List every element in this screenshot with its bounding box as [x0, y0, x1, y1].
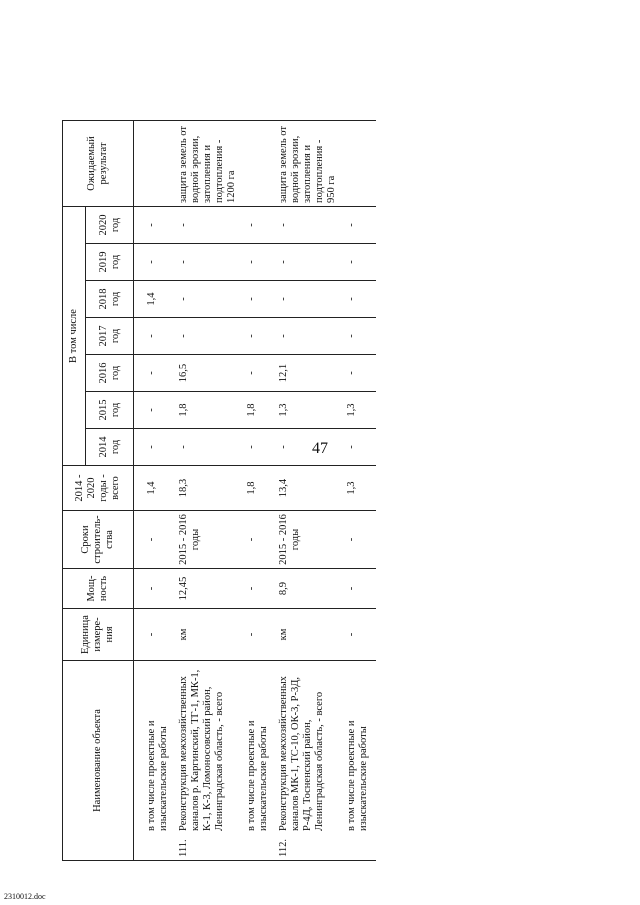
name-cell — [344, 661, 376, 861]
terms-cell: - — [344, 511, 376, 569]
year-cell: - — [176, 281, 244, 318]
capacity-cell: 8,9 — [276, 569, 344, 609]
year-cell: - — [344, 429, 376, 466]
year-cell: - — [244, 355, 276, 392]
year-cell: - — [344, 207, 376, 244]
year-cell: - — [244, 207, 276, 244]
header-including: В том числе — [63, 207, 86, 466]
header-year: 2015 год — [86, 392, 134, 429]
year-cell: - — [276, 429, 344, 466]
terms-cell: - — [244, 511, 276, 569]
row-name: в том числе проектные и изыскательские работы — [146, 720, 169, 831]
year-cell: 12,1 — [276, 355, 344, 392]
result-cell — [244, 121, 276, 207]
header-year: 2017 год — [86, 318, 134, 355]
page-number: 47 — [312, 440, 328, 457]
capacity-cell: 12,45 — [176, 569, 244, 609]
terms-cell: - — [134, 511, 177, 569]
unit-cell: км — [276, 609, 344, 661]
row-number — [146, 831, 170, 857]
name-cell — [134, 661, 177, 861]
header-year: 2020 год — [86, 207, 134, 244]
year-cell: - — [176, 318, 244, 355]
capacity-cell: - — [134, 569, 177, 609]
capacity-cell: - — [244, 569, 276, 609]
header-year: 2018 год — [86, 281, 134, 318]
row-number — [246, 831, 270, 857]
name-cell — [276, 661, 344, 861]
terms-cell: 2015 - 2016 годы — [176, 511, 244, 569]
table-row — [244, 121, 276, 861]
total-cell: 18,3 — [176, 466, 244, 511]
header-year: 2014 год — [86, 429, 134, 466]
year-cell: - — [134, 355, 177, 392]
year-cell: - — [134, 429, 177, 466]
result-cell — [344, 121, 376, 207]
year-cell: - — [176, 244, 244, 281]
unit-cell: - — [134, 609, 177, 661]
year-cell: - — [344, 355, 376, 392]
year-cell: - — [176, 429, 244, 466]
year-cell: - — [244, 429, 276, 466]
year-cell: - — [134, 207, 177, 244]
total-cell: 1,4 — [134, 466, 177, 511]
row-number: 112. — [278, 839, 289, 857]
year-cell: - — [244, 281, 276, 318]
row-name: в том числе проектные и изыскательские работы — [246, 720, 269, 831]
row-number: 111. — [178, 839, 189, 857]
header-year: 2019 год — [86, 244, 134, 281]
header-name: Наименование объекта — [63, 661, 134, 861]
year-cell: 1,3 — [344, 392, 376, 429]
row-number — [346, 831, 370, 857]
table-row — [176, 121, 244, 861]
header-total: 2014 - 2020 годы - всего — [63, 466, 134, 511]
year-cell: - — [244, 318, 276, 355]
year-cell: 1,3 — [276, 392, 344, 429]
table-row — [134, 121, 177, 861]
terms-cell: 2015 - 2016 годы — [276, 511, 344, 569]
year-cell: - — [176, 207, 244, 244]
total-cell: 1,3 — [344, 466, 376, 511]
capacity-cell: - — [344, 569, 376, 609]
year-cell: - — [344, 318, 376, 355]
year-cell: 1,8 — [176, 392, 244, 429]
header-terms: Сроки строитель-ства — [63, 511, 134, 569]
header-year: 2016 год — [86, 355, 134, 392]
file-name-footer: 2310012.doc — [4, 892, 46, 901]
header-capacity: Мощ-ность — [63, 569, 134, 609]
year-cell: - — [344, 244, 376, 281]
year-cell: - — [344, 281, 376, 318]
total-cell: 13,4 — [276, 466, 344, 511]
year-cell: - — [276, 244, 344, 281]
row-name: в том числе проектные и изыскательские работы — [346, 720, 369, 831]
row-name: Реконструкция межхозяйственных каналов МК-1, ТС-10, ОК-3, Р-3Д, Р-4Д, Тосненский район, Ленинградская область, - всего — [278, 676, 325, 831]
result-cell — [134, 121, 177, 207]
year-cell: - — [134, 392, 177, 429]
header-unit: Единица измере-ния — [63, 609, 134, 661]
table-row — [344, 121, 376, 861]
row-name: Реконструкция межхозяйственных каналов р. Каргинский, ТГ-1, МК-1, К-1, К-3, Ломоносовский район, Ленинградская область, - всего — [178, 669, 225, 831]
year-cell: 1,8 — [244, 392, 276, 429]
result-cell: защита земель от водной эрозии, затопления и подтопления - 950 га — [276, 121, 344, 207]
year-cell: - — [276, 281, 344, 318]
projects-table — [62, 120, 376, 861]
total-cell: 1,8 — [244, 466, 276, 511]
table-row — [276, 121, 344, 861]
year-cell: - — [134, 318, 177, 355]
year-cell: - — [276, 318, 344, 355]
year-cell: 1,4 — [134, 281, 177, 318]
unit-cell: - — [244, 609, 276, 661]
name-cell — [244, 661, 276, 861]
year-cell: 16,5 — [176, 355, 244, 392]
year-cell: - — [276, 207, 344, 244]
unit-cell: - — [344, 609, 376, 661]
result-cell: защита земель от водной эрозии, затопления и подтопления - 1200 га — [176, 121, 244, 207]
header-result: Ожидаемый результат — [63, 121, 134, 207]
unit-cell: км — [176, 609, 244, 661]
year-cell: - — [134, 244, 177, 281]
name-cell — [176, 661, 244, 861]
year-cell: - — [244, 244, 276, 281]
